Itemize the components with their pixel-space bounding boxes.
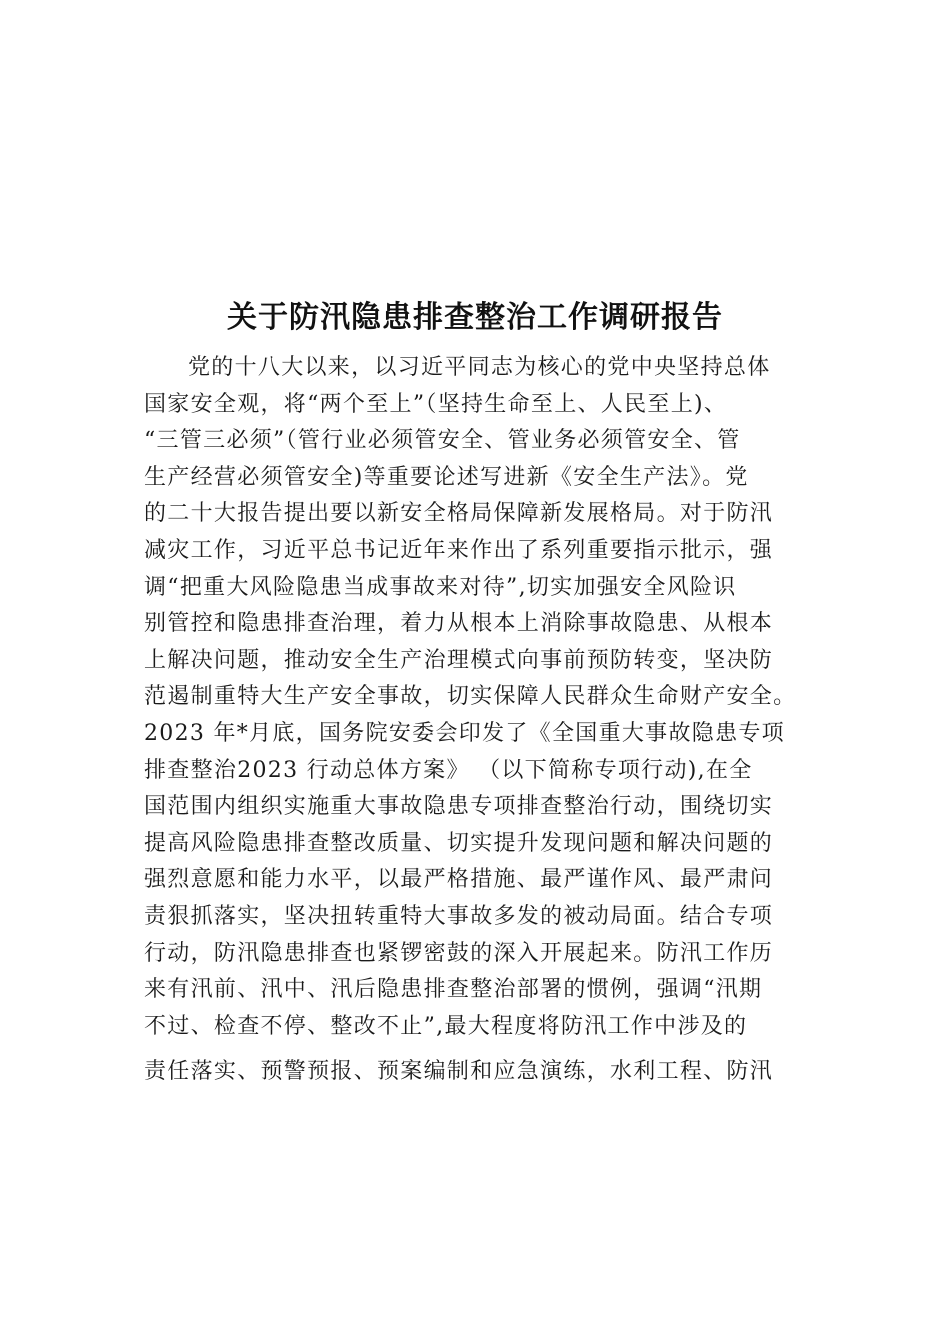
- body-line: 提高风险隐患排查整改质量、切实提升发现问题和解决问题的: [144, 830, 774, 856]
- document-title: 关于防汛隐患排查整治工作调研报告: [227, 300, 723, 335]
- body-line: “三管三必须”（管行业必须管安全、管业务必须管安全、管: [144, 428, 741, 454]
- body-line: 的二十大报告提出要以新安全格局保障新发展格局。对于防汛: [144, 501, 774, 527]
- body-line: 国范围内组织实施重大事故隐患专项排查整治行动，围绕切实: [144, 794, 774, 820]
- body-line: 别管控和隐患排查治理，着力从根本上消除事故隐患、从根本: [144, 611, 774, 637]
- body-line: 范遏制重特大生产安全事故，切实保障人民群众生命财产安全。: [144, 684, 797, 710]
- body-line: 上解决问题，推动安全生产治理模式向事前预防转变，坚决防: [144, 647, 774, 673]
- body-line: 责任落实、预警预报、预案编制和应急演练，水利工程、防汛: [144, 1059, 774, 1085]
- body-line: 减灾工作，习近平总书记近年来作出了系列重要指示批示，强: [144, 537, 774, 563]
- body-line: 调“把重大风险隐患当成事故来对待”,切实加强安全风险识: [144, 574, 737, 600]
- body-line: 2023 年*月底，国务院安委会印发了《全国重大事故隐患专项: [144, 720, 785, 746]
- body-line: 责狠抓落实，坚决扭转重特大事故多发的被动局面。结合专项: [144, 903, 774, 929]
- body-line: 国家安全观，将“两个至上”（坚持生命至上、人民至上)、: [144, 391, 728, 417]
- body-line: 排查整治2023 行动总体方案》 （以下简称专项行动),在全: [144, 757, 753, 783]
- body-line: 来有汛前、汛中、汛后隐患排查整治部署的惯例，强调“汛期: [144, 977, 763, 1003]
- body-line: 强烈意愿和能力水平，以最严格措施、最严谨作风、最严肃问: [144, 867, 774, 893]
- body-line: 生产经营必须管安全)等重要论述写进新《安全生产法》。党: [144, 464, 749, 490]
- body-line: 不过、检查不停、整改不止”,最大程度将防汛工作中涉及的: [144, 1013, 748, 1039]
- body-line: 党的十八大以来，以习近平同志为核心的党中央坚持总体: [188, 355, 771, 380]
- document-body: [144, 350, 824, 1091]
- body-line: 行动，防汛隐患排查也紧锣密鼓的深入开展起来。防汛工作历: [144, 940, 774, 966]
